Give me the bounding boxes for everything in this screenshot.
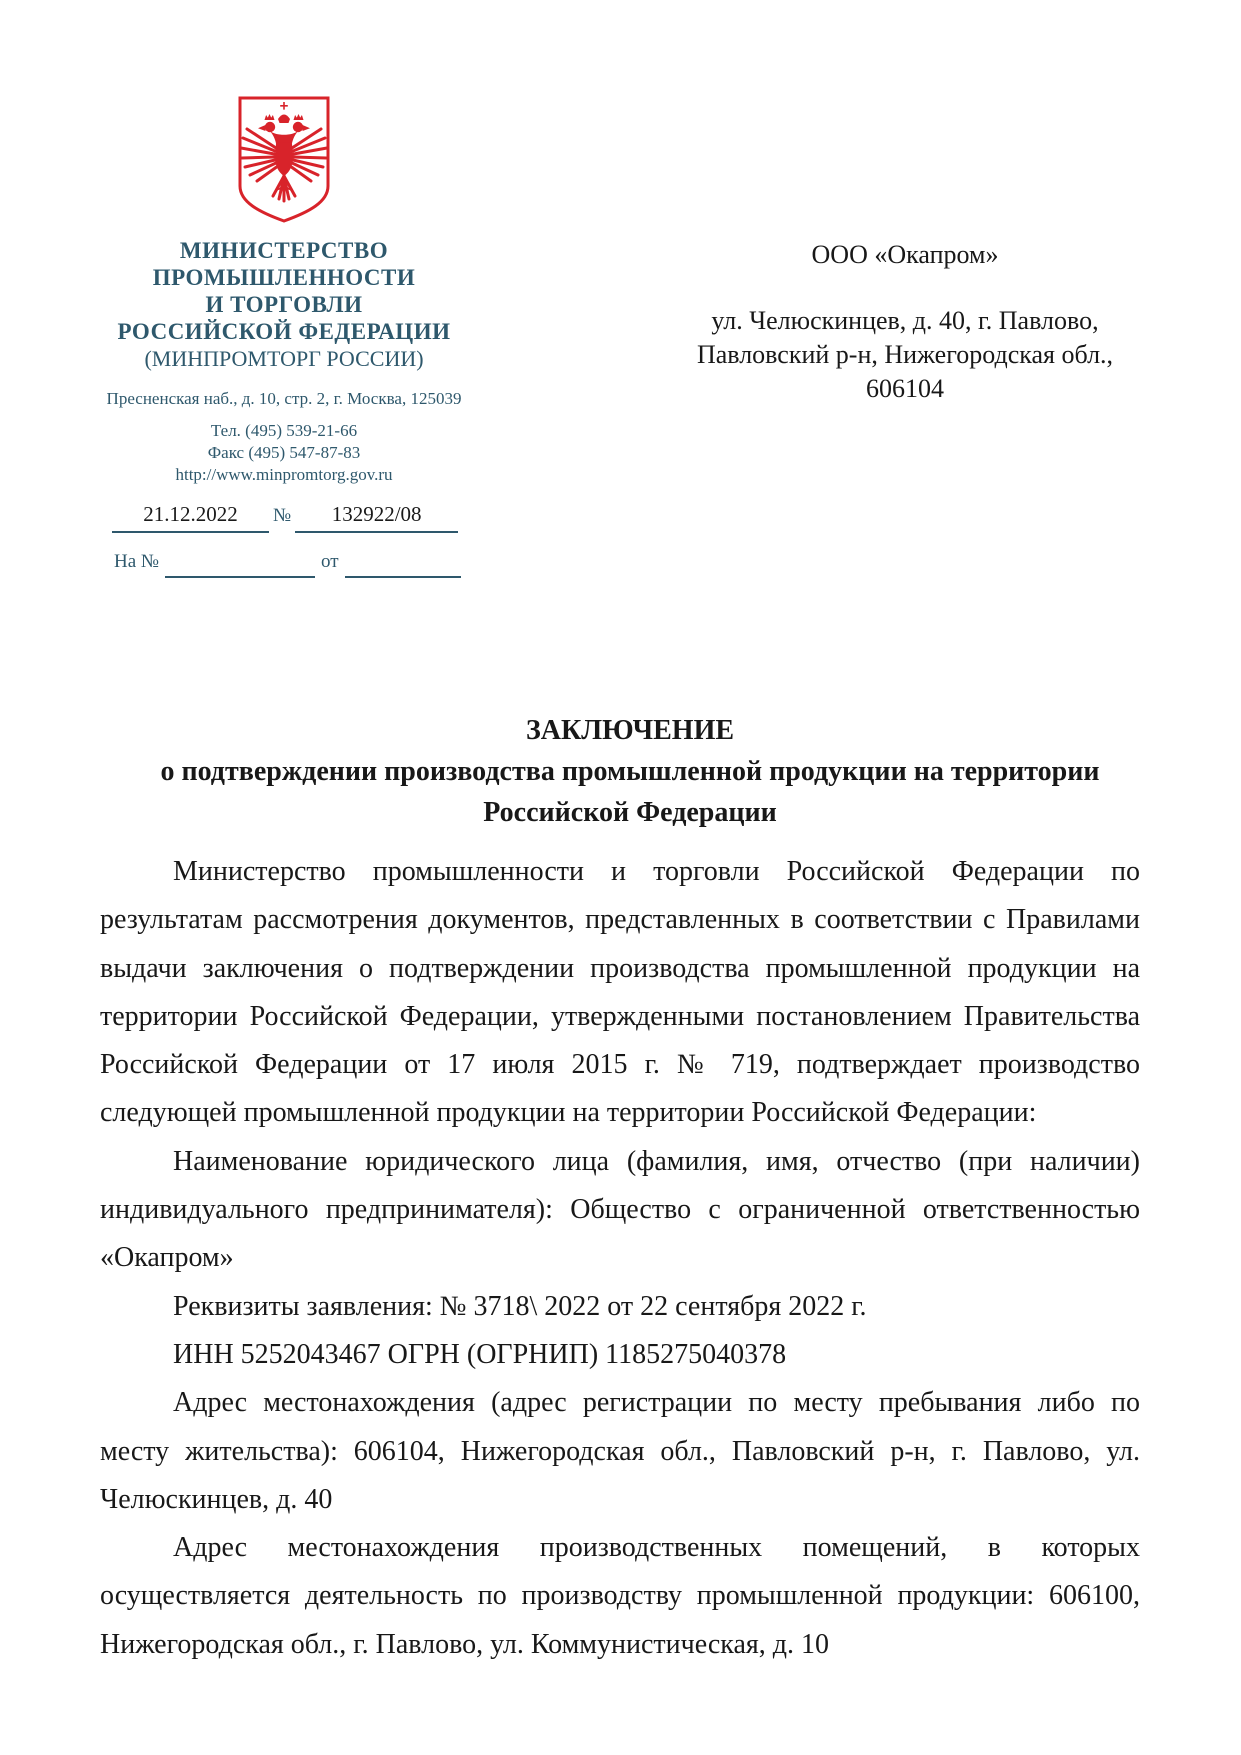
ministry-phone: Тел. (495) 539-21-66	[210, 421, 358, 440]
recipient-address-line: ул. Челюскинцев, д. 40, г. Павлово,	[711, 306, 1099, 335]
incoming-ref-from-label: от	[321, 551, 339, 572]
document-body	[100, 848, 1140, 1669]
body-paragraph: Адрес местонахождения (адрес регистрации по месту пребывания либо по месту жительства): 606104, Нижегородская обл., Павловский р-н, г. Павлово, ул. Челюскинцев, д. 40	[100, 1387, 1140, 1515]
document-subtitle-line: о подтверждении производства промышленной продукции на территории	[160, 756, 1100, 787]
ministry-name-line: И ТОРГОВЛИ	[205, 292, 363, 317]
document-subtitle-line: Российской Федерации	[483, 797, 777, 828]
recipient-address-line: Павловский р-н, Нижегородская обл.,	[696, 340, 1114, 369]
ministry-website: http://www.minpromtorg.gov.ru	[175, 465, 393, 484]
recipient-block	[620, 238, 1190, 406]
body-paragraph: ИНН 5252043467 ОГРН (ОГРНИП) 1185275040378	[173, 1338, 787, 1370]
document-title-block	[95, 710, 1165, 833]
ministry-name-line: МИНИСТЕРСТВО	[179, 238, 389, 263]
ministry-name	[84, 237, 484, 345]
letterhead	[84, 96, 484, 578]
recipient-address-line: 606104	[866, 374, 944, 403]
incoming-ref-label: На №	[114, 551, 160, 572]
ministry-fax: Факс (495) 547-87-83	[207, 443, 361, 462]
body-paragraph: Реквизиты заявления: № 3718\ 2022 от 22 сентября 2022 г.	[173, 1290, 867, 1322]
russia-coat-of-arms-icon	[232, 96, 336, 223]
body-paragraph: Наименование юридического лица (фамилия, имя, отчество (при наличии) индивидуального предпринимателя): Общество с ограниченной ответственностью «Окапром»	[100, 1145, 1140, 1274]
outgoing-date-field: 21.12.2022	[112, 502, 269, 533]
ministry-short-name: (МИНПРОМТОРГ РОССИИ)	[144, 346, 424, 371]
document-title: ЗАКЛЮЧЕНИЕ	[525, 715, 735, 746]
incoming-ref-number-blank	[165, 552, 315, 578]
body-paragraph: Министерство промышленности и торговли Российской Федерации по результатам рассмотрения документов, представленных в соответствии с Правилами выдачи заключения о подтверждении производства промышленной продукции на территории Российской Федерации, утвержденными постановлением Правительства Российской Федерации от 17 июля 2015 г. № 719, подтверждает производство следующей промышленной продукции на территории Российской Федерации:	[100, 856, 1140, 1129]
body-paragraph: Адрес местонахождения производственных помещений, в которых осуществляется деятельность по производству промышленной продукции: 606100, Нижегородская обл., г. Павлово, ул. Коммунистическая, д. 10	[100, 1532, 1140, 1660]
outgoing-number-field: 132922/08	[295, 502, 458, 533]
recipient-name: ООО «Окапром»	[811, 240, 999, 269]
ministry-name-line: РОССИЙСКОЙ ФЕДЕРАЦИИ	[117, 319, 451, 344]
outgoing-ref-row	[112, 502, 484, 533]
ministry-postal-address: Пресненская наб., д. 10, стр. 2, г. Москва, 125039	[106, 389, 462, 408]
number-sign: №	[273, 505, 292, 526]
incoming-ref-date-blank	[345, 552, 461, 578]
incoming-ref-row	[114, 551, 484, 578]
ministry-name-line: ПРОМЫШЛЕННОСТИ	[152, 265, 416, 290]
